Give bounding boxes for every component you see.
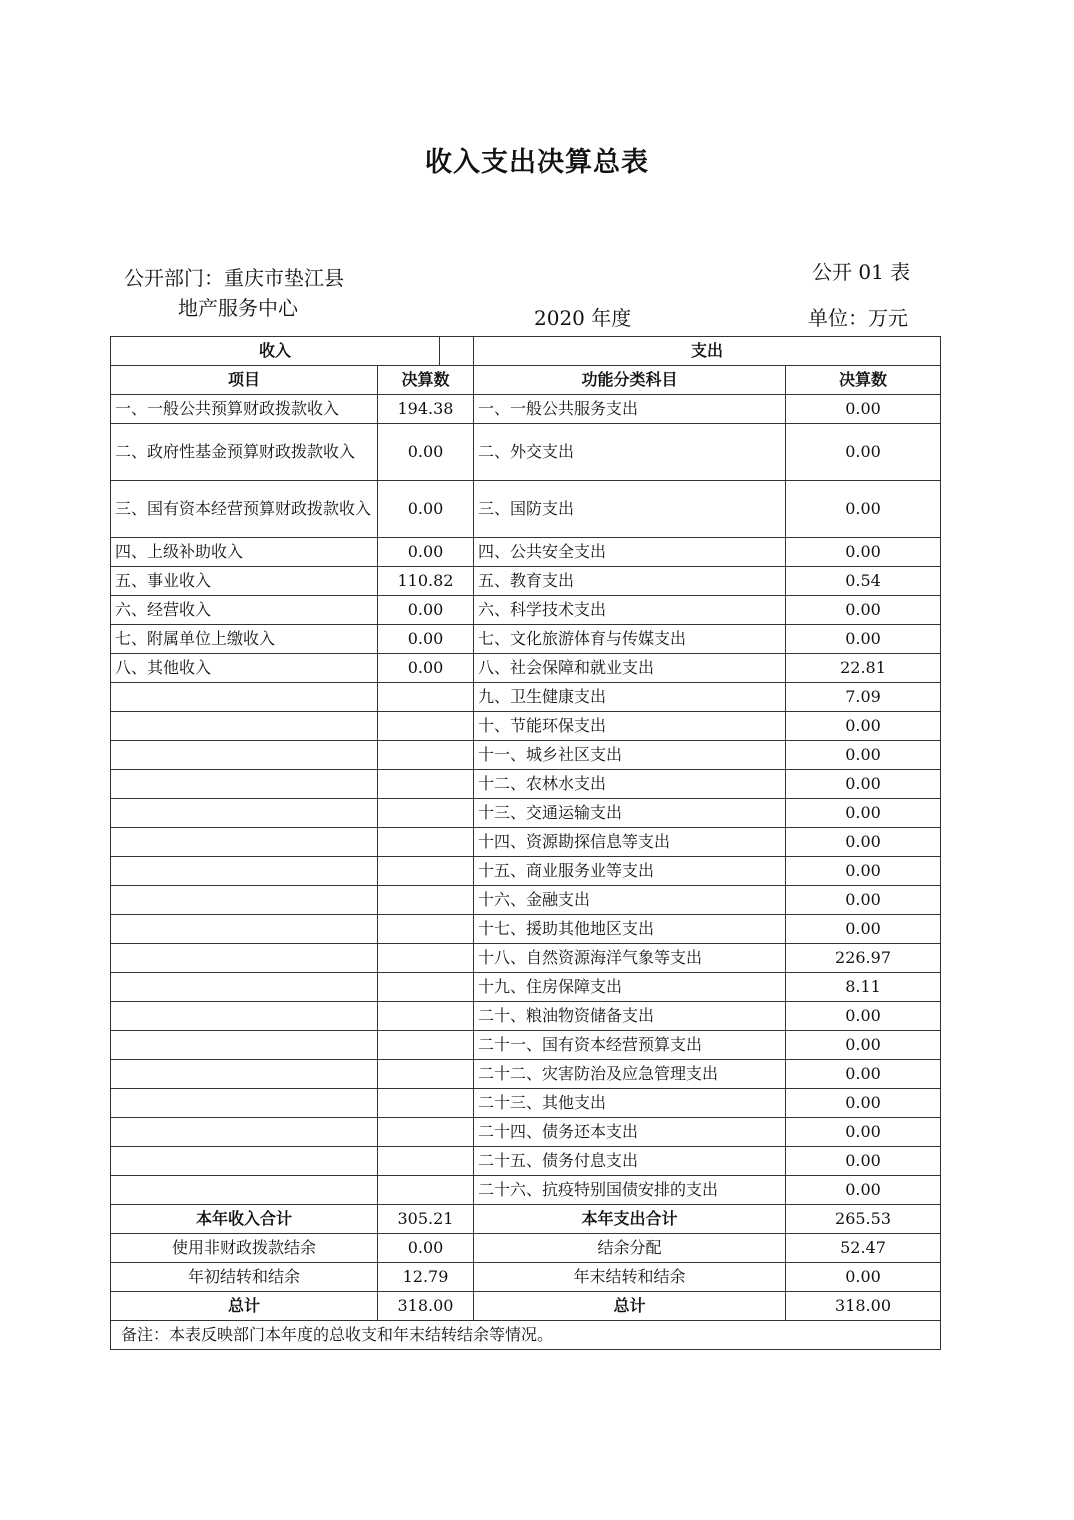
expense-amount-cell: 0.00 [786,1060,941,1089]
expense-amount-cell: 0.00 [786,770,941,799]
income-amount-cell [378,712,474,741]
income-item-cell [111,1118,378,1147]
expense-item-cell: 二十五、债务付息支出 [474,1147,786,1176]
income-amount-cell [378,1147,474,1176]
expense-amount-cell: 0.00 [786,886,941,915]
summary-income-label: 年初结转和结余 [111,1263,378,1292]
expense-amount-cell: 0.00 [786,1002,941,1031]
expense-item-cell: 七、文化旅游体育与传媒支出 [474,625,786,654]
expense-amount-cell: 0.00 [786,828,941,857]
table-row [111,1118,941,1147]
income-amount-cell [378,1176,474,1205]
summary-income-label: 使用非财政拨款结余 [111,1234,378,1263]
expense-amount-cell: 7.09 [786,683,941,712]
income-item-cell: 一、一般公共预算财政拨款收入 [111,395,378,424]
summary-expense-amount: 265.53 [786,1205,941,1234]
expense-item-cell: 四、公共安全支出 [474,538,786,567]
expense-amount-cell: 0.00 [786,596,941,625]
expense-amount-cell: 0.00 [786,1089,941,1118]
income-section-header [111,337,474,366]
expense-item-cell: 九、卫生健康支出 [474,683,786,712]
expense-item-cell: 二十六、抗疫特别国债安排的支出 [474,1176,786,1205]
summary-row [111,1292,941,1321]
expense-amount-cell: 0.00 [786,1031,941,1060]
table-row [111,538,941,567]
expense-item-cell: 一、一般公共服务支出 [474,395,786,424]
income-amount-cell [378,1031,474,1060]
expense-amount-cell: 0.00 [786,1176,941,1205]
income-item-cell [111,770,378,799]
summary-row [111,1234,941,1263]
department-label: 公开部门：重庆市垫江县 [124,266,344,290]
expense-item-cell: 十七、援助其他地区支出 [474,915,786,944]
income-item-cell: 八、其他收入 [111,654,378,683]
summary-income-label: 总计 [111,1292,378,1321]
income-header-label: 收入 [111,337,440,365]
column-header-item: 项目 [111,366,378,395]
income-amount-cell [378,944,474,973]
income-item-cell [111,799,378,828]
income-item-cell: 七、附属单位上缴收入 [111,625,378,654]
expense-item-cell: 十二、农林水支出 [474,770,786,799]
summary-income-label: 本年收入合计 [111,1205,378,1234]
income-amount-cell: 0.00 [378,424,474,481]
expense-item-cell: 二、外交支出 [474,424,786,481]
income-item-cell [111,915,378,944]
expense-item-cell: 十三、交通运输支出 [474,799,786,828]
note-row [111,1321,941,1350]
expense-amount-cell: 0.00 [786,712,941,741]
income-item-cell [111,1147,378,1176]
expense-amount-cell: 0.00 [786,538,941,567]
column-header-expense-amount: 决算数 [786,366,941,395]
summary-expense-label: 总计 [474,1292,786,1321]
expense-item-cell: 二十、粮油物资储备支出 [474,1002,786,1031]
expense-amount-cell: 0.00 [786,625,941,654]
expense-item-cell: 十五、商业服务业等支出 [474,857,786,886]
expense-item-cell: 十四、资源勘探信息等支出 [474,828,786,857]
table-row [111,1176,941,1205]
table-row [111,712,941,741]
table-row [111,973,941,1002]
expense-amount-cell: 0.00 [786,915,941,944]
income-amount-cell [378,973,474,1002]
income-item-cell: 四、上级补助收入 [111,538,378,567]
income-item-cell [111,683,378,712]
table-row [111,1002,941,1031]
table-row [111,1060,941,1089]
expense-section-header: 支出 [474,337,941,366]
income-amount-cell: 0.00 [378,596,474,625]
income-amount-cell: 0.00 [378,481,474,538]
expense-amount-cell: 0.00 [786,857,941,886]
income-amount-cell [378,1089,474,1118]
summary-row [111,1205,941,1234]
table-note: 备注：本表反映部门本年度的总收支和年末结转结余等情况。 [111,1321,941,1350]
income-item-cell: 二、政府性基金预算财政拨款收入 [111,424,378,481]
summary-expense-label: 本年支出合计 [474,1205,786,1234]
summary-income-amount: 12.79 [378,1263,474,1292]
income-amount-cell: 0.00 [378,625,474,654]
table-row [111,944,941,973]
table-row [111,424,941,481]
table-row [111,770,941,799]
column-header-function: 功能分类科目 [474,366,786,395]
income-item-cell [111,712,378,741]
table-row [111,1147,941,1176]
summary-expense-label: 年末结转和结余 [474,1263,786,1292]
income-item-cell [111,886,378,915]
income-amount-cell [378,857,474,886]
table-code: 公开 01 表 [812,260,911,284]
income-item-cell [111,828,378,857]
income-item-cell [111,973,378,1002]
column-header-income-amount: 决算数 [378,366,474,395]
summary-expense-label: 结余分配 [474,1234,786,1263]
expense-item-cell: 十一、城乡社区支出 [474,741,786,770]
income-amount-cell [378,799,474,828]
income-amount-cell: 0.00 [378,654,474,683]
income-item-cell [111,944,378,973]
expense-amount-cell: 0.00 [786,395,941,424]
income-amount-cell [378,741,474,770]
income-amount-cell [378,886,474,915]
income-amount-cell [378,1002,474,1031]
income-item-cell: 五、事业收入 [111,567,378,596]
income-item-cell [111,1176,378,1205]
income-item-cell [111,1089,378,1118]
expense-amount-cell: 8.11 [786,973,941,1002]
income-item-cell: 三、国有资本经营预算财政拨款收入 [111,481,378,538]
expense-item-cell: 二十一、国有资本经营预算支出 [474,1031,786,1060]
summary-expense-amount: 52.47 [786,1234,941,1263]
expense-amount-cell: 0.00 [786,799,941,828]
table-row [111,915,941,944]
expense-item-cell: 八、社会保障和就业支出 [474,654,786,683]
expense-amount-cell: 0.00 [786,1118,941,1147]
expense-amount-cell: 22.81 [786,654,941,683]
expense-amount-cell: 0.54 [786,567,941,596]
expense-amount-cell: 0.00 [786,1147,941,1176]
income-amount-cell: 194.38 [378,395,474,424]
income-item-cell [111,1060,378,1089]
expense-item-cell: 十六、金融支出 [474,886,786,915]
income-amount-cell [378,1118,474,1147]
summary-income-amount: 305.21 [378,1205,474,1234]
currency-unit: 单位：万元 [808,306,908,330]
income-item-cell [111,857,378,886]
income-amount-cell [378,828,474,857]
income-amount-cell [378,1060,474,1089]
table-row [111,857,941,886]
expense-item-cell: 二十四、债务还本支出 [474,1118,786,1147]
table-row [111,596,941,625]
section-header-row [111,337,941,366]
expense-item-cell: 二十三、其他支出 [474,1089,786,1118]
income-amount-cell: 0.00 [378,538,474,567]
table-row [111,625,941,654]
summary-row [111,1263,941,1292]
department-name-continued: 地产服务中心 [178,296,298,320]
income-amount-cell [378,683,474,712]
income-amount-cell: 110.82 [378,567,474,596]
table-row [111,886,941,915]
expense-item-cell: 二十二、灾害防治及应急管理支出 [474,1060,786,1089]
table-row [111,741,941,770]
income-item-cell: 六、经营收入 [111,596,378,625]
table-row [111,1089,941,1118]
expense-amount-cell: 0.00 [786,424,941,481]
fiscal-year: 2020 年度 [534,306,632,330]
expense-item-cell: 十九、住房保障支出 [474,973,786,1002]
expense-item-cell: 六、科学技术支出 [474,596,786,625]
income-amount-cell [378,770,474,799]
income-item-cell [111,741,378,770]
budget-summary-table [110,336,941,1350]
expense-amount-cell: 0.00 [786,741,941,770]
table-row [111,567,941,596]
column-header-row [111,366,941,395]
table-row [111,683,941,712]
table-row [111,481,941,538]
table-row [111,828,941,857]
summary-income-amount: 318.00 [378,1292,474,1321]
expense-item-cell: 五、教育支出 [474,567,786,596]
expense-item-cell: 三、国防支出 [474,481,786,538]
summary-expense-amount: 0.00 [786,1263,941,1292]
table-row [111,1031,941,1060]
page-title: 收入支出决算总表 [425,147,649,178]
income-item-cell [111,1002,378,1031]
summary-income-amount: 0.00 [378,1234,474,1263]
income-item-cell [111,1031,378,1060]
expense-item-cell: 十八、自然资源海洋气象等支出 [474,944,786,973]
table-row [111,654,941,683]
table-row [111,799,941,828]
expense-amount-cell: 226.97 [786,944,941,973]
expense-item-cell: 十、节能环保支出 [474,712,786,741]
summary-expense-amount: 318.00 [786,1292,941,1321]
expense-amount-cell: 0.00 [786,481,941,538]
income-amount-cell [378,915,474,944]
table-row [111,395,941,424]
